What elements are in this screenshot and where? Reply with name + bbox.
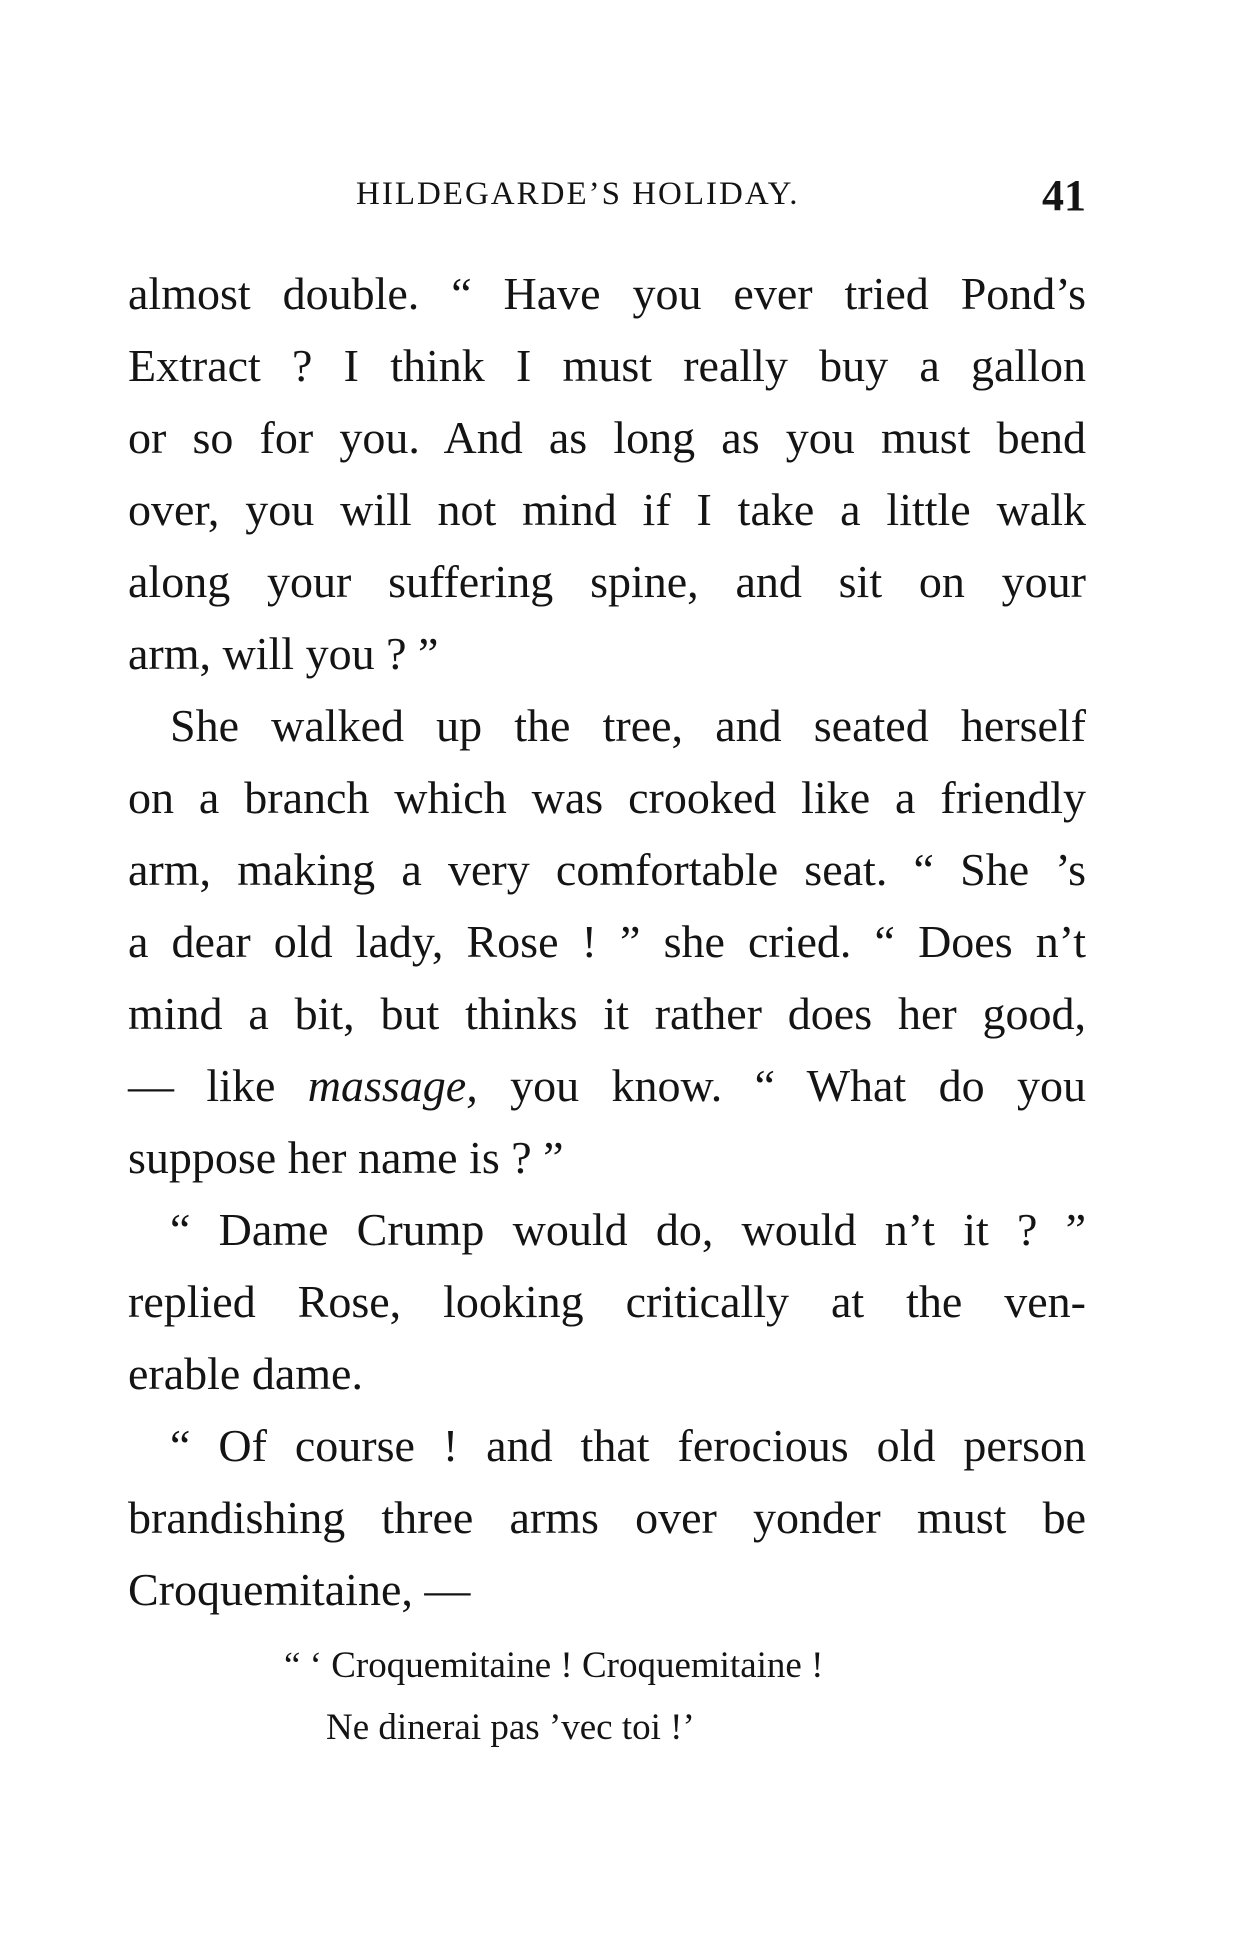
running-title: HILDEGARDE’S HOLIDAY. bbox=[356, 176, 800, 212]
italic-word: massage, bbox=[307, 1060, 478, 1111]
text-line: or so for you. And as long as you must bend bbox=[128, 412, 1086, 463]
text-line: arm, making a very comfortable seat. “ She ’s bbox=[128, 844, 1086, 895]
text-line: over, you will not mind if I take a little walk bbox=[128, 484, 1086, 535]
page-header bbox=[128, 170, 1086, 230]
text-line: along your suffering spine, and sit on your bbox=[128, 556, 1086, 607]
text-line: She walked up the tree, and seated herself bbox=[170, 700, 1086, 751]
text-fragment: — like bbox=[128, 1060, 276, 1111]
text-line: erable dame. bbox=[128, 1348, 363, 1399]
text-line: “ Dame Crump would do, would n’t it ? ” bbox=[170, 1204, 1086, 1255]
text-line: suppose her name is ? ” bbox=[128, 1132, 564, 1183]
text-line: “ Of course ! and that ferocious old person bbox=[170, 1420, 1086, 1471]
body-text bbox=[128, 258, 1086, 1626]
text-line-with-italic bbox=[128, 1050, 1086, 1122]
verse-line: “ ‘ Croquemitaine ! Croquemitaine ! bbox=[284, 1645, 824, 1686]
text-line: Croquemitaine, — bbox=[128, 1564, 471, 1615]
text-line: brandishing three arms over yonder must be bbox=[128, 1492, 1086, 1543]
text-line: almost double. “ Have you ever tried Pond’s bbox=[128, 268, 1086, 319]
verse-line: Ne dinerai pas ’vec toi !’ bbox=[326, 1707, 695, 1748]
verse-quote bbox=[284, 1635, 984, 1759]
text-fragment: you know. “ What do you bbox=[510, 1060, 1086, 1111]
text-line: arm, will you ? ” bbox=[128, 628, 439, 679]
page-number: 41 bbox=[1042, 171, 1086, 220]
text-line: a dear old lady, Rose ! ” she cried. “ Does n’t bbox=[128, 916, 1086, 967]
text-line: mind a bit, but thinks it rather does her good, bbox=[128, 988, 1086, 1039]
text-line: Extract ? I think I must really buy a gallon bbox=[128, 340, 1086, 391]
text-line: on a branch which was crooked like a friendly bbox=[128, 772, 1086, 823]
text-line: replied Rose, looking critically at the ven- bbox=[128, 1276, 1086, 1327]
